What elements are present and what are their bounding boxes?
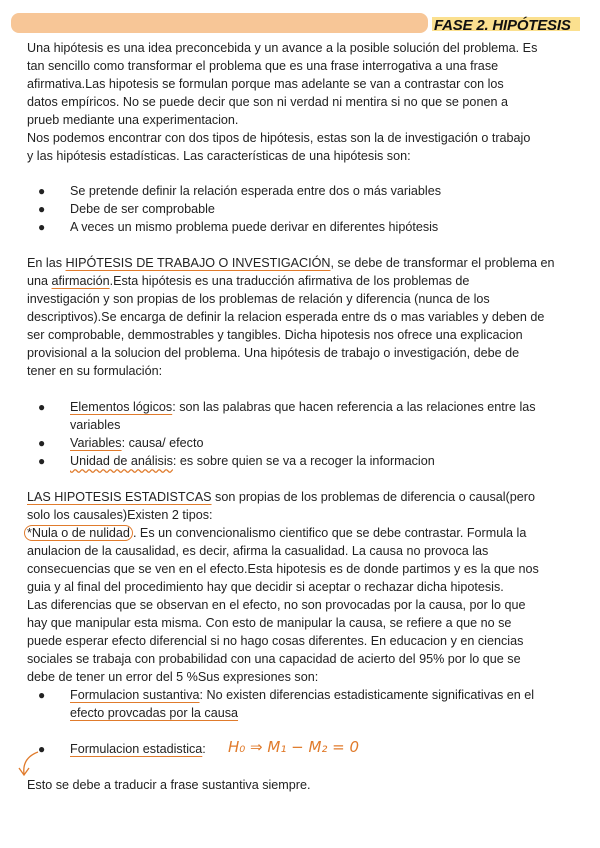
bullet-icon: ● [38, 184, 46, 198]
text-line: prueb mediante una experimentacion. [27, 113, 239, 127]
term-statistical-formulation: Formulacion estadistica [70, 742, 203, 756]
text-line: tan sencillo como transformar el problema que es una frase interrogativa a una frase [27, 59, 499, 73]
text-line: una afirmación.Esta hipótesis es una traducción afirmativa de los problemas de [27, 274, 470, 288]
bullet-icon: ● [38, 202, 46, 216]
text-line: hay que manipular esta misma. Con esto de manipular la causa, se refiere a que no se [27, 616, 512, 630]
text-line: afirmativa.Las hipotesis se formulan porque mas adelante se van a contrastar con los [27, 77, 504, 91]
term-null-hypothesis: *Nula o de nulidad [24, 525, 133, 541]
list-item: Elementos lógicos: son las palabras que hacen referencia a las relaciones entre las [70, 400, 536, 414]
list-item-continuation: efecto provcadas por la causa [70, 706, 239, 720]
text-line: anulacion de la causalidad, es decir, afirma la casualidad. La causa no provoca las [27, 544, 489, 558]
text-line: provisional a la solucion del problema. Una hipótesis de trabajo o investigación, debe de [27, 346, 520, 360]
bullet-icon: ● [38, 742, 46, 756]
list-item: Formulacion sustantiva: No existen diferencias estadisticamente significativas en el [70, 688, 535, 702]
list-item: Formulacion estadistica: [70, 742, 206, 756]
handwritten-formula: H₀ ⇒ M₁ − M₂ = 0 [228, 738, 360, 756]
text-line: sociales se trabaja con probabilidad con una capacidad de acierto del 95% por lo que se [27, 652, 521, 666]
term-variables: Variables [70, 436, 122, 450]
term-substantive-formulation: Formulacion sustantiva [70, 688, 200, 702]
bullet-icon: ● [38, 220, 46, 234]
bullet-icon: ● [38, 436, 46, 450]
text-line: *Nula o de nulidad . Es un convencionalismo cientifico que se debe contrastar. Formula la [27, 524, 526, 542]
term-work-hypothesis: HIPÓTESIS DE TRABAJO O INVESTIGACIÓN [65, 256, 331, 270]
text-line: ser comprobable, demmostrables y tangibles. Dicha hipotesis nos ofrece una explicacion [27, 328, 523, 342]
text-line: investigación y son propias de los problemas de relación y diferencia (nunca de los [27, 292, 490, 306]
text-line: consecuencias que se ven en el efecto.Esta hipotesis es de donde partimos y es la que nos [27, 562, 539, 576]
text-line: tener en su formulación: [27, 364, 163, 378]
text-line: Una hipótesis es una idea preconcebida y un avance a la posible solución del problema. Es [27, 41, 538, 55]
closing-text: Esto se debe a traducir a frase sustantiva siempre. [27, 778, 311, 792]
text-line: LAS HIPOTESIS ESTADISTCAS son propias de los problemas de diferencia o causal(pero [27, 490, 535, 504]
list-item: A veces un mismo problema puede derivar en diferentes hipótesis [70, 220, 439, 234]
text-line: puede esperar efecto diferencial si no hago cosas diferentes. En educacion y en ciencias [27, 634, 524, 648]
list-item: Unidad de análisis: es sobre quien se va a recoger la informacion [70, 454, 435, 468]
list-item: Variables: causa/ efecto [70, 436, 204, 450]
list-item: Debe de ser comprobable [70, 202, 215, 216]
page-title: FASE 2. HIPÓTESIS [434, 17, 571, 34]
list-item: Se pretende definir la relación esperada entre dos o más variables [70, 184, 442, 198]
term-statistical-hypotheses: LAS HIPOTESIS ESTADISTCAS [27, 490, 212, 504]
text-line: solo los causales)Existen 2 tipos: [27, 508, 213, 522]
term-unit-of-analysis: Unidad de análisis [70, 454, 173, 468]
bullet-icon: ● [38, 688, 46, 702]
text-line: guia y al final del procedimiento hay que decidir si aceptar o rechazar dicha hipotesis. [27, 580, 504, 594]
text-line: y las hipótesis estadísticas. Las características de una hipótesis son: [27, 149, 411, 163]
list-item-continuation: variables [70, 418, 121, 432]
bullet-icon: ● [38, 454, 46, 468]
term-affirmation: afirmación [51, 274, 110, 288]
text-line: En las HIPÓTESIS DE TRABAJO O INVESTIGACIÓN, se debe de transformar el problema en [27, 256, 555, 270]
text-line: descriptivos).Se encarga de definir la relacion esperada entre ds o mas variables y deben de [27, 310, 545, 324]
text-line: debe de tener un error del 5 %Sus expresiones son: [27, 670, 319, 684]
bullet-icon: ● [38, 400, 46, 414]
term-logical-elements: Elementos lógicos [70, 400, 173, 414]
text-line: Las diferencias que se observan en el efecto, no son provocadas por la causa, por lo que [27, 598, 526, 612]
text-line: datos empíricos. No se puede decir que son ni verdad ni mentira si no que se ponen a [27, 95, 508, 109]
text-line: Nos podemos encontrar con dos tipos de hipótesis, estas son la de investigación o trabajo [27, 131, 531, 145]
